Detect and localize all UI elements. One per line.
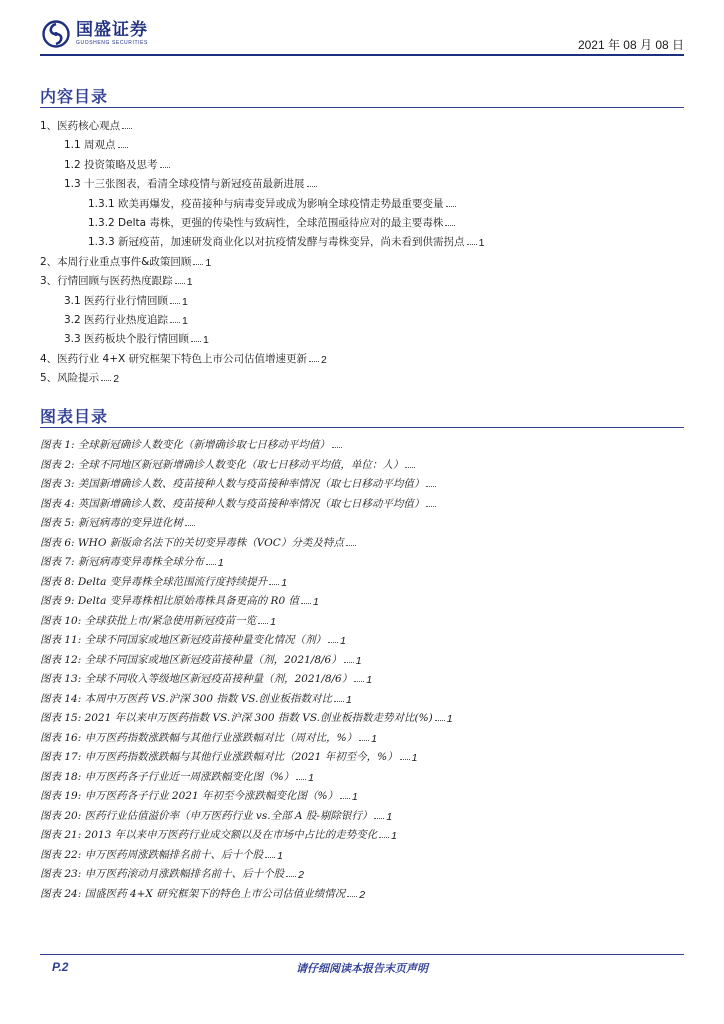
- toc-entry-label: 4、医药行业 4+X 研究框架下特色上市公司估值增速更新: [40, 352, 308, 365]
- toc-entry-label: 1.2 投资策略及思考: [64, 158, 158, 171]
- dot-leader: [446, 206, 456, 207]
- figure-entry-label: 图表 18: 申万医药各子行业近一周涨跌幅变化图（%）: [40, 770, 295, 783]
- figure-entry-label: 图表 4: 英国新增确诊人数、疫苗接种人数与疫苗接种率情况（取七日移动平均值）: [40, 497, 425, 510]
- dot-leader: [101, 380, 111, 381]
- dot-leader: [185, 525, 195, 526]
- toc-entry-page: 1: [186, 276, 193, 289]
- figure-entry-page: 1: [270, 615, 276, 628]
- logo-chinese-name: 国盛证券: [76, 20, 148, 40]
- dot-leader: [122, 128, 132, 129]
- toc-entry-label: 3.1 医药行业行情回顾: [64, 294, 169, 307]
- figure-entry-label: 图表 16: 申万医药指数涨跌幅与其他行业涨跌幅对比（周对比，%）: [40, 731, 358, 744]
- figure-entry-label: 图表 12: 全球不同国家或地区新冠疫苗接种量（剂，2021/8/6）: [40, 653, 342, 666]
- figures-title-rule: [40, 427, 684, 428]
- dot-leader: [400, 759, 410, 760]
- company-logo: [42, 20, 148, 48]
- toc-entry-label: 3.2 医药行业热度追踪: [64, 314, 169, 326]
- figure-entry-label: 图表 7: 新冠病毒变异毒株全球分布: [40, 556, 204, 568]
- disclaimer-note: 请仔细阅读本报告末页声明: [296, 962, 428, 975]
- header-divider: [40, 54, 684, 56]
- toc-entry-label: 5、风险提示: [40, 372, 100, 385]
- dot-leader: [374, 818, 384, 819]
- toc-entry-label: 1.3 十三张图表，看清全球疫情与新冠疫苗最新进展: [64, 178, 305, 191]
- toc-entry-page: 1: [182, 315, 188, 327]
- dot-leader: [347, 896, 357, 897]
- toc-entry-page: 2: [321, 353, 327, 366]
- figure-entry-label: 图表 11: 全球不同国家或地区新冠疫苗接种量变化情况（剂）: [40, 634, 327, 646]
- figure-entry-label: 图表 2: 全球不同地区新冠新增确诊人数变化（取七日移动平均值，单位：人）: [40, 458, 404, 471]
- figure-entry-page: 1: [411, 752, 418, 764]
- dot-leader: [206, 564, 216, 565]
- toc-entry-label: 1.3.2 Delta 毒株，更强的传染性与致病性，全球范围亟待应对的最主要毒株: [88, 217, 444, 229]
- dot-leader: [340, 798, 350, 799]
- dot-leader: [426, 486, 436, 487]
- dot-leader: [160, 167, 170, 168]
- figure-entry-page: 1: [308, 771, 314, 784]
- figure-entry-label: 图表 17: 申万医药指数涨跌幅与其他行业涨跌幅对比（2021 年初至今，%）: [40, 751, 398, 763]
- dot-leader: [435, 720, 445, 721]
- dot-leader: [467, 244, 477, 245]
- figure-entry-page: 1: [366, 674, 373, 686]
- figure-entry-page: 1: [371, 732, 377, 745]
- figure-entry-page: 1: [355, 654, 362, 667]
- figure-entry-label: 图表 13: 全球不同收入等级地区新冠疫苗接种量（剂，2021/8/6）: [40, 673, 353, 685]
- dot-leader: [193, 264, 203, 265]
- dot-leader: [175, 283, 185, 284]
- dot-leader: [359, 740, 369, 741]
- contents-title: 内容目录: [40, 87, 109, 106]
- figure-entry-label: 图表 6: WHO 新版命名法下的关切变异毒株（VOC）分类及特点: [40, 536, 344, 549]
- report-date: 2021 年 08 月 08 日: [577, 38, 684, 52]
- figure-entry-label: 图表 8: Delta 变异毒株全球范围流行度持续提升: [40, 575, 268, 588]
- dot-leader: [346, 545, 356, 546]
- figure-entry-page: 1: [446, 713, 453, 725]
- figure-entry-label: 图表 14: 本周中万医药 VS.沪深 300 指数 VS.创业板指数对比: [40, 692, 332, 705]
- figure-entry-label: 图表 3: 美国新增确诊人数、疫苗接种人数与疫苗接种率情况（取七日移动平均值）: [40, 478, 425, 490]
- guosheng-logo-icon: [42, 20, 70, 48]
- dot-leader: [445, 225, 455, 226]
- dot-leader: [286, 876, 296, 877]
- contents-title-rule: [40, 107, 684, 108]
- toc-entry-label: 1.1 周观点: [64, 139, 116, 152]
- figure-entry-page: 1: [277, 849, 283, 862]
- toc-entry-page: 1: [478, 237, 485, 250]
- toc-entry-page: 1: [205, 256, 212, 269]
- dot-leader: [170, 303, 180, 304]
- toc-entry-label: 1.3.1 欧美再爆发，疫苗接种与病毒变异或成为影响全球疫情走势最重要变量: [88, 197, 444, 210]
- figure-entry-label: 图表 1: 全球新冠确诊人数变化（新增确诊取七日移动平均值）: [40, 439, 330, 451]
- toc-entry-label: 1、医药核心观点: [40, 120, 121, 132]
- figure-entry-page: 1: [386, 810, 393, 823]
- dot-leader: [379, 837, 389, 838]
- figure-entry-page: 1: [351, 791, 358, 803]
- dot-leader: [258, 623, 268, 624]
- dot-leader: [296, 779, 306, 780]
- dot-leader: [191, 341, 201, 342]
- toc-entry-label: 2、本周行业重点事件&政策回顾: [40, 255, 192, 268]
- figure-entry-page: 1: [312, 596, 319, 608]
- dot-leader: [426, 506, 436, 507]
- dot-leader: [301, 603, 311, 604]
- dot-leader: [405, 467, 415, 468]
- dot-leader: [309, 361, 319, 362]
- figure-entry-label: 图表 24: 国盛医药 4+X 研究框架下的特色上市公司估值业绩情况: [40, 887, 346, 900]
- figure-entry-page: 1: [345, 693, 352, 706]
- toc-entry-page: 1: [203, 334, 209, 347]
- dot-leader: [118, 147, 128, 148]
- figure-entry-page: 1: [391, 830, 397, 842]
- figure-entry-label: 图表 23: 申万医药滚动月涨跌幅排名前十、后十个股: [40, 868, 285, 880]
- dot-leader: [344, 662, 354, 663]
- figure-entry-label: 图表 15: 2021 年以来申万医药指数 VS.沪深 300 指数 VS.创业板指数走势对比(%): [40, 712, 433, 724]
- figure-entry-page: 1: [217, 557, 224, 569]
- toc-entry-page: 1: [182, 295, 188, 308]
- footer-divider: [40, 954, 684, 955]
- dot-leader: [265, 857, 275, 858]
- toc-entry-label: 3、行情回顾与医药热度跟踪: [40, 275, 173, 288]
- figure-entry-page: 2: [298, 869, 304, 881]
- figures-title: 图表目录: [40, 407, 109, 426]
- dot-leader: [354, 681, 364, 682]
- dot-leader: [170, 322, 180, 323]
- figure-entry-page: 1: [340, 635, 346, 647]
- figure-entry-label: 图表 20: 医药行业估值溢价率（申万医药行业 vs.全部 A 股-剔除银行）: [40, 809, 373, 822]
- dot-leader: [332, 447, 342, 448]
- figure-entry-label: 图表 9: Delta 变异毒株相比原始毒株具备更高的 R0 值: [40, 595, 299, 607]
- toc-entry-label: 3.3 医药板块个股行情回顾: [64, 333, 190, 346]
- figure-entry-label: 图表 19: 申万医药各子行业 2021 年初至今涨跌幅变化图（%）: [40, 790, 338, 802]
- figure-entry-page: 1: [281, 576, 288, 589]
- page-header: [0, 0, 724, 60]
- figure-entry-label: 图表 10: 全球获批上市/紧急使用新冠疫苗一览: [40, 614, 257, 627]
- figure-entry-label: 图表 21: 2013 年以来申万医药行业成交额以及在市场中占比的走势变化: [40, 829, 378, 841]
- toc-entry-label: 1.3.3 新冠疫苗，加速研发商业化以对抗疫情发酵与毒株变异，尚未看到供需拐点: [88, 236, 465, 249]
- figure-entry-page: 2: [359, 888, 366, 901]
- dot-leader: [307, 186, 317, 187]
- page-number: P.2: [52, 960, 69, 974]
- dot-leader: [328, 642, 338, 643]
- logo-english-name: GUOSHENG SECURITIES: [76, 40, 148, 46]
- dot-leader: [334, 701, 344, 702]
- figure-entry-label: 图表 22: 申万医药周涨跌幅排名前十、后十个股: [40, 848, 264, 861]
- toc-entry-page: 2: [113, 373, 120, 386]
- figure-entry-label: 图表 5: 新冠病毒的变异进化树: [40, 517, 183, 529]
- dot-leader: [269, 584, 279, 585]
